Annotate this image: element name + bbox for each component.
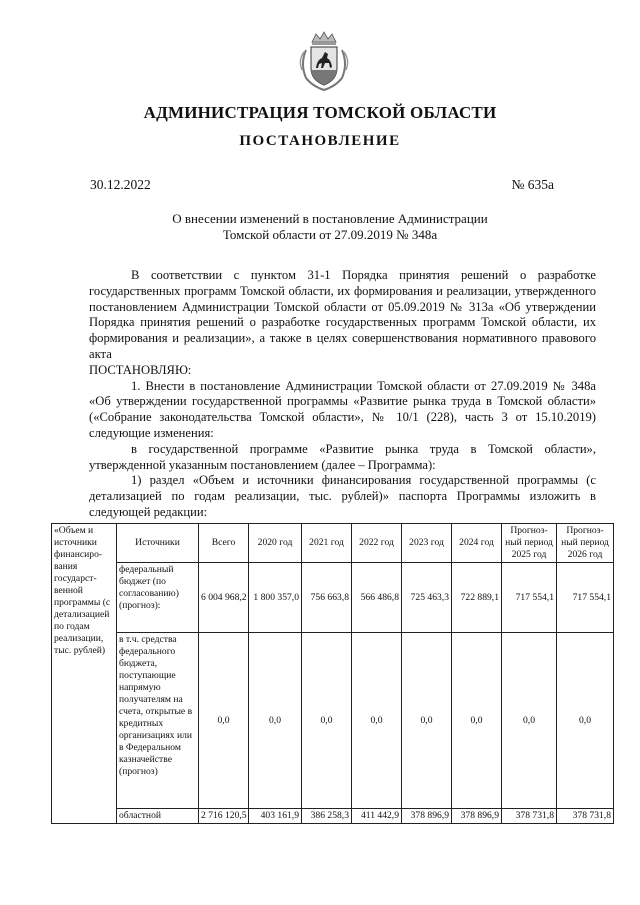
- cell-value: 378 896,9: [452, 809, 502, 824]
- table-row: [52, 633, 614, 809]
- cell-value: 722 889,1: [452, 563, 502, 633]
- cell-value: 378 896,9: [402, 809, 452, 824]
- cell-value: 411 442,9: [352, 809, 402, 824]
- paragraph-decree: ПОСТАНОВЛЯЮ:: [89, 362, 192, 377]
- table-header-cell: 2021 год: [302, 524, 352, 563]
- table-header-cell: 2023 год: [402, 524, 452, 563]
- paragraph-item-1: 1. Внести в постановление Администрации Томской области от 27.09.2019 № 348а «Об утверждении государственной программы «Развитие рынка труда в Томской области» («Собрание законодательства Томской области», № 10/1 (228), часть 3 от 15.10.2019) следующие изменения:: [89, 378, 596, 440]
- cell-value: 725 463,3: [402, 563, 452, 633]
- subject-line-1: О внесении изменений в постановление Администрации: [172, 211, 488, 226]
- cell-value: 717 554,1: [502, 563, 557, 633]
- cell-value: 2 716 120,5: [199, 809, 249, 824]
- cell-value: 378 731,8: [557, 809, 614, 824]
- cell-value: 386 258,3: [302, 809, 352, 824]
- paragraph-program: в государственной программе «Развитие рынка труда в Томской области», утвержденной указанным постановлением (далее – Программа):: [89, 441, 596, 472]
- cell-value: 0,0: [199, 633, 249, 809]
- organization-name: АДМИНИСТРАЦИЯ ТОМСКОЙ ОБЛАСТИ: [143, 103, 497, 122]
- row-source: областной: [117, 809, 199, 824]
- document-number: № 635а: [511, 177, 554, 192]
- coat-of-arms-icon: [298, 30, 350, 92]
- cell-value: 403 161,9: [249, 809, 302, 824]
- cell-value: 566 486,8: [352, 563, 402, 633]
- financing-table: [51, 523, 614, 824]
- table-header-cell: Всего: [199, 524, 249, 563]
- document-type: ПОСТАНОВЛЕНИЕ: [239, 133, 401, 149]
- document-body: [89, 268, 596, 521]
- cell-value: 0,0: [557, 633, 614, 809]
- cell-value: 0,0: [302, 633, 352, 809]
- paragraph-preamble: В соответствии с пунктом 31-1 Порядка принятия решений о разработке государственных программ Томской области, их формирования и реализации, утвержденного постановлением Администрации Томской области от 05.09.2019 № 313а «Об утверждении Порядка принятия решений о разработке государственных программ Томской области, их формирования и реализации», а также в целях совершенствования нормативного правового акта: [89, 268, 596, 361]
- table-header-cell: Прогноз-ный период 2026 год: [557, 524, 614, 563]
- cell-value: 0,0: [452, 633, 502, 809]
- table-row: [52, 563, 614, 633]
- table-header-cell: 2024 год: [452, 524, 502, 563]
- document-date: 30.12.2022: [90, 177, 151, 192]
- table-header-cell: Источники: [117, 524, 199, 563]
- document-subject: [140, 211, 520, 243]
- row-source: федеральный бюджет (по согласованию) (прогноз):: [117, 563, 199, 633]
- cell-value: 717 554,1: [557, 563, 614, 633]
- cell-value: 1 800 357,0: [249, 563, 302, 633]
- cell-value: 0,0: [502, 633, 557, 809]
- paragraph-subitem-1: 1) раздел «Объем и источники финансирования государственной программы (с детализацией по годам реализации, тыс. рублей)» паспорта Программы изложить в следующей редакции:: [89, 473, 596, 519]
- cell-value: 756 663,8: [302, 563, 352, 633]
- cell-value: 0,0: [352, 633, 402, 809]
- cell-value: 0,0: [402, 633, 452, 809]
- cell-value: 6 004 968,2: [199, 563, 249, 633]
- row-source: в т.ч. средства федерального бюджета, поступающие напрямую получателям на счета, открытые в кредитных организациях или в Федеральном казначействе (прогноз): [117, 633, 199, 809]
- table-header-cell: Прогноз-ный период 2025 год: [502, 524, 557, 563]
- cell-value: 378 731,8: [502, 809, 557, 824]
- table-header-cell: 2022 год: [352, 524, 402, 563]
- table-row: [52, 809, 614, 824]
- subject-line-2: Томской области от 27.09.2019 № 348а: [222, 227, 438, 242]
- table-header-cell: 2020 год: [249, 524, 302, 563]
- table-header-row: [52, 524, 614, 563]
- cell-value: 0,0: [249, 633, 302, 809]
- table-left-label: «Объем и источники финансиро-вания государст-венной программы (с детализацией по годам реализации, тыс. рублей): [52, 524, 117, 824]
